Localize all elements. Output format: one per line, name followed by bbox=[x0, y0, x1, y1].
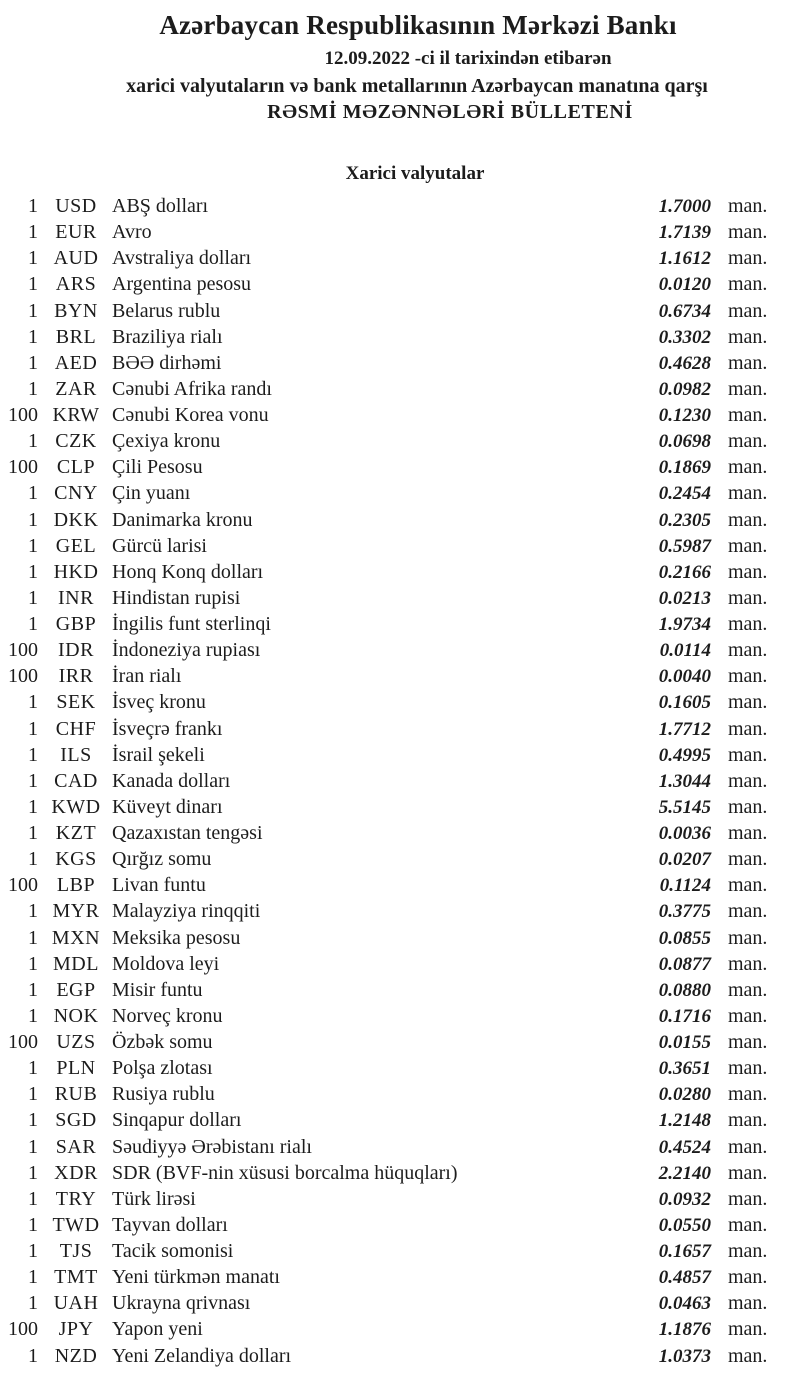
row-currency-code: EGP bbox=[56, 978, 96, 1001]
row-unit-label: man. bbox=[728, 665, 768, 688]
row-currency-code: CHF bbox=[55, 717, 97, 740]
row-quantity: 1 bbox=[28, 769, 38, 792]
row-unit-label: man. bbox=[728, 717, 768, 740]
row-currency-name: Avstraliya dolları bbox=[112, 247, 252, 270]
row-quantity: 1 bbox=[28, 560, 38, 583]
row-quantity: 1 bbox=[28, 377, 38, 400]
row-unit-label: man. bbox=[728, 1187, 768, 1210]
row-quantity: 1 bbox=[28, 613, 38, 635]
table-row bbox=[0, 663, 800, 689]
row-currency-code: SAR bbox=[55, 1135, 97, 1158]
row-unit-label: man. bbox=[728, 743, 768, 766]
row-currency-name: Sinqapur dolları bbox=[112, 1109, 242, 1132]
page-title: Azərbaycan Respublikasının Mərkəzi Bankı bbox=[159, 10, 677, 40]
row-unit-label: man. bbox=[728, 874, 768, 897]
row-unit-label: man. bbox=[728, 534, 768, 557]
row-currency-name: BƏƏ dirhəmi bbox=[112, 351, 222, 374]
row-currency-code: UAH bbox=[53, 1292, 99, 1315]
row-rate-value: 1.3044 bbox=[658, 770, 711, 792]
row-currency-code: CLP bbox=[56, 456, 96, 479]
row-currency-code: ARS bbox=[55, 273, 97, 296]
row-currency-name: Hindistan rupisi bbox=[112, 586, 241, 609]
row-currency-code: TJS bbox=[59, 1240, 93, 1262]
row-currency-code: MXN bbox=[51, 926, 101, 949]
row-unit-label: man. bbox=[728, 351, 768, 374]
row-currency-code: BRL bbox=[55, 325, 97, 348]
row-currency-code: CNY bbox=[54, 482, 98, 505]
row-currency-code: IDR bbox=[58, 639, 94, 662]
row-rate-value: 0.0280 bbox=[658, 1084, 711, 1106]
row-currency-name: Tayvan dolları bbox=[112, 1213, 228, 1236]
table-row bbox=[0, 1264, 800, 1290]
row-quantity: 1 bbox=[28, 926, 38, 949]
row-currency-name: Qırğız somu bbox=[112, 848, 212, 871]
row-unit-label: man. bbox=[728, 377, 768, 400]
row-unit-label: man. bbox=[728, 848, 768, 871]
row-currency-name: Türk lirəsi bbox=[112, 1187, 196, 1210]
row-currency-name: Meksika pesosu bbox=[112, 926, 241, 949]
row-quantity: 1 bbox=[28, 795, 38, 818]
row-quantity: 1 bbox=[28, 1161, 38, 1184]
table-row bbox=[0, 219, 800, 245]
row-rate-value: 0.4628 bbox=[658, 352, 711, 374]
row-quantity: 1 bbox=[28, 1004, 38, 1027]
row-quantity: 1 bbox=[28, 430, 38, 453]
table-row bbox=[0, 1134, 800, 1160]
table-row bbox=[0, 1081, 800, 1107]
row-unit-label: man. bbox=[728, 1004, 768, 1027]
row-unit-label: man. bbox=[728, 1266, 768, 1289]
table-row bbox=[0, 768, 800, 794]
table-row bbox=[0, 1003, 800, 1029]
row-quantity: 1 bbox=[28, 586, 38, 609]
row-quantity: 1 bbox=[28, 691, 38, 714]
row-currency-code: GEL bbox=[55, 534, 97, 557]
row-currency-code: CZK bbox=[55, 430, 97, 453]
row-currency-name: Danimarka kronu bbox=[112, 508, 253, 531]
row-currency-code: MYR bbox=[52, 900, 100, 923]
row-unit-label: man. bbox=[728, 1083, 768, 1106]
table-row bbox=[0, 193, 800, 219]
row-rate-value: 0.1605 bbox=[658, 692, 711, 714]
row-rate-value: 1.2148 bbox=[658, 1110, 711, 1132]
row-currency-name: Cənubi Korea vonu bbox=[112, 404, 269, 426]
row-quantity: 1 bbox=[28, 848, 38, 871]
table-row bbox=[0, 716, 800, 742]
row-rate-value: 0.0880 bbox=[658, 979, 711, 1001]
row-unit-label: man. bbox=[728, 1318, 768, 1341]
row-currency-code: CAD bbox=[54, 769, 98, 792]
row-rate-value: 0.3302 bbox=[658, 326, 711, 348]
row-rate-value: 1.7000 bbox=[658, 196, 711, 217]
row-rate-value: 0.0040 bbox=[658, 666, 711, 688]
row-rate-value: 0.1124 bbox=[659, 875, 711, 897]
row-currency-name: Çexiya kronu bbox=[112, 430, 221, 453]
row-quantity: 100 bbox=[8, 639, 38, 662]
table-row bbox=[0, 1290, 800, 1316]
row-rate-value: 0.0855 bbox=[658, 927, 711, 949]
row-quantity: 100 bbox=[8, 665, 38, 688]
row-quantity: 1 bbox=[28, 482, 38, 505]
table-row bbox=[0, 1238, 800, 1264]
row-currency-name: Səudiyyə Ərəbistanı rialı bbox=[112, 1135, 312, 1158]
row-rate-value: 0.4857 bbox=[658, 1267, 711, 1289]
table-row bbox=[0, 533, 800, 559]
row-quantity: 1 bbox=[28, 822, 38, 844]
row-currency-name: Braziliya rialı bbox=[112, 325, 223, 348]
row-currency-code: HKD bbox=[53, 560, 99, 583]
table-row bbox=[0, 794, 800, 820]
row-currency-code: SGD bbox=[55, 1109, 97, 1132]
row-unit-label: man. bbox=[728, 221, 768, 244]
table-row bbox=[0, 324, 800, 350]
row-rate-value: 0.6734 bbox=[658, 300, 711, 322]
row-currency-name: Avro bbox=[112, 221, 152, 244]
row-currency-name: Norveç kronu bbox=[112, 1004, 223, 1027]
table-row bbox=[0, 689, 800, 715]
row-unit-label: man. bbox=[728, 926, 768, 949]
row-currency-name: Yapon yeni bbox=[112, 1318, 203, 1341]
table-row bbox=[0, 925, 800, 951]
row-quantity: 1 bbox=[28, 247, 38, 270]
row-currency-code: NOK bbox=[53, 1004, 99, 1027]
table-row bbox=[0, 1343, 800, 1369]
row-currency-name: İngilis funt sterlinqi bbox=[112, 613, 271, 635]
table-row bbox=[0, 611, 800, 637]
table-row bbox=[0, 1186, 800, 1212]
row-currency-name: Tacik somonisi bbox=[112, 1240, 234, 1262]
row-unit-label: man. bbox=[728, 978, 768, 1001]
row-rate-value: 0.0120 bbox=[658, 274, 711, 296]
row-rate-value: 0.4995 bbox=[658, 744, 711, 766]
row-currency-code: KZT bbox=[55, 822, 97, 844]
row-quantity: 100 bbox=[8, 456, 38, 479]
row-rate-value: 1.7139 bbox=[658, 222, 711, 244]
table-row bbox=[0, 376, 800, 402]
row-quantity: 1 bbox=[28, 1187, 38, 1210]
row-quantity: 1 bbox=[28, 325, 38, 348]
row-unit-label: man. bbox=[728, 1031, 768, 1053]
row-rate-value: 1.7712 bbox=[658, 718, 711, 740]
row-rate-value: 0.0932 bbox=[658, 1188, 711, 1210]
row-rate-value: 0.0207 bbox=[658, 849, 711, 871]
row-rate-value: 0.2166 bbox=[658, 561, 711, 583]
row-currency-code: UZS bbox=[56, 1031, 96, 1053]
table-row bbox=[0, 245, 800, 271]
row-rate-value: 0.0036 bbox=[658, 823, 711, 844]
row-quantity: 100 bbox=[8, 1318, 38, 1341]
row-unit-label: man. bbox=[728, 273, 768, 296]
row-unit-label: man. bbox=[728, 900, 768, 923]
row-unit-label: man. bbox=[728, 586, 768, 609]
row-currency-code: XDR bbox=[54, 1161, 98, 1184]
row-unit-label: man. bbox=[728, 952, 768, 975]
row-currency-name: SDR (BVF-nin xüsusi borcalma hüquqları) bbox=[112, 1161, 458, 1184]
row-quantity: 1 bbox=[28, 743, 38, 766]
row-currency-code: TRY bbox=[55, 1187, 97, 1210]
row-quantity: 1 bbox=[28, 273, 38, 296]
row-unit-label: man. bbox=[728, 1344, 768, 1367]
row-currency-name: İran rialı bbox=[112, 665, 182, 688]
row-rate-value: 0.2454 bbox=[658, 483, 711, 505]
row-unit-label: man. bbox=[728, 639, 768, 662]
row-unit-label: man. bbox=[728, 325, 768, 348]
row-rate-value: 0.0550 bbox=[658, 1214, 711, 1236]
row-quantity: 1 bbox=[28, 195, 38, 217]
table-row bbox=[0, 637, 800, 663]
document-subtitle: xarici valyutaların və bank metallarının Azərbaycan manatına qarşı bbox=[126, 75, 708, 97]
row-currency-name: Rusiya rublu bbox=[112, 1083, 215, 1106]
row-quantity: 1 bbox=[28, 900, 38, 923]
row-currency-code: JPY bbox=[58, 1318, 94, 1341]
section-title-foreign-currencies: Xarici valyutalar bbox=[345, 163, 485, 184]
table-row bbox=[0, 402, 800, 428]
exchange-rates-table bbox=[0, 193, 800, 1369]
row-currency-code: KWD bbox=[51, 795, 101, 818]
row-quantity: 1 bbox=[28, 221, 38, 244]
row-rate-value: 0.1657 bbox=[658, 1241, 711, 1262]
row-unit-label: man. bbox=[728, 1161, 768, 1184]
row-unit-label: man. bbox=[728, 795, 768, 818]
row-quantity: 1 bbox=[28, 351, 38, 374]
row-currency-code: BYN bbox=[54, 299, 98, 322]
row-quantity: 1 bbox=[28, 1240, 38, 1262]
row-currency-code: NZD bbox=[54, 1344, 98, 1367]
row-rate-value: 0.0213 bbox=[658, 587, 711, 609]
table-row bbox=[0, 507, 800, 533]
table-row bbox=[0, 480, 800, 506]
row-currency-name: Gürcü larisi bbox=[112, 534, 207, 557]
row-currency-name: Ukrayna qrivnası bbox=[112, 1292, 251, 1315]
row-currency-code: TMT bbox=[54, 1266, 98, 1289]
row-unit-label: man. bbox=[728, 1240, 768, 1262]
table-row bbox=[0, 898, 800, 924]
document-header bbox=[0, 0, 800, 124]
row-quantity: 1 bbox=[28, 1344, 38, 1367]
row-rate-value: 1.1876 bbox=[658, 1319, 711, 1341]
table-row bbox=[0, 846, 800, 872]
row-currency-name: Moldova leyi bbox=[112, 952, 220, 975]
row-quantity: 1 bbox=[28, 1057, 38, 1080]
row-currency-name: Özbək somu bbox=[112, 1031, 213, 1053]
row-rate-value: 0.5987 bbox=[658, 535, 711, 557]
row-currency-name: Kanada dolları bbox=[112, 769, 231, 792]
row-currency-name: ABŞ dolları bbox=[112, 195, 209, 217]
row-currency-name: İsrail şekeli bbox=[112, 743, 205, 766]
row-currency-code: AED bbox=[54, 351, 98, 374]
row-currency-code: KGS bbox=[55, 848, 97, 871]
row-rate-value: 0.0877 bbox=[658, 953, 711, 975]
row-rate-value: 0.1716 bbox=[658, 1005, 711, 1027]
table-row bbox=[0, 1029, 800, 1055]
table-row bbox=[0, 820, 800, 846]
row-currency-name: Qazaxıstan tengəsi bbox=[112, 822, 263, 844]
row-quantity: 1 bbox=[28, 508, 38, 531]
row-currency-name: Yeni türkmən manatı bbox=[112, 1266, 280, 1289]
row-rate-value: 1.1612 bbox=[658, 248, 711, 270]
row-currency-code: INR bbox=[58, 586, 94, 609]
row-currency-name: İsveçrə frankı bbox=[112, 717, 223, 740]
table-row bbox=[0, 1055, 800, 1081]
row-rate-value: 0.0114 bbox=[659, 640, 711, 662]
row-quantity: 1 bbox=[28, 978, 38, 1001]
table-row bbox=[0, 1316, 800, 1342]
table-row bbox=[0, 1107, 800, 1133]
row-currency-name: Argentina pesosu bbox=[112, 273, 252, 296]
row-quantity: 1 bbox=[28, 1213, 38, 1236]
row-currency-code: ILS bbox=[60, 743, 92, 766]
table-row bbox=[0, 977, 800, 1003]
row-unit-label: man. bbox=[728, 1135, 768, 1158]
effective-date: 12.09.2022 -ci il tarixindən etibarən bbox=[324, 48, 612, 69]
table-row bbox=[0, 298, 800, 324]
row-unit-label: man. bbox=[728, 430, 768, 453]
row-rate-value: 0.0982 bbox=[658, 378, 711, 400]
table-row bbox=[0, 454, 800, 480]
row-currency-name: İndoneziya rupiası bbox=[112, 639, 261, 662]
table-row bbox=[0, 951, 800, 977]
row-unit-label: man. bbox=[728, 195, 768, 217]
row-currency-name: Belarus rublu bbox=[112, 299, 221, 322]
row-rate-value: 2.2140 bbox=[658, 1162, 711, 1184]
row-currency-code: SEK bbox=[56, 691, 96, 714]
row-rate-value: 0.3651 bbox=[658, 1058, 711, 1080]
table-row bbox=[0, 559, 800, 585]
row-unit-label: man. bbox=[728, 456, 768, 479]
row-currency-name: Çili Pesosu bbox=[112, 456, 203, 479]
row-quantity: 100 bbox=[8, 874, 38, 897]
table-row bbox=[0, 585, 800, 611]
row-currency-code: PLN bbox=[56, 1057, 96, 1080]
row-rate-value: 0.2305 bbox=[658, 509, 711, 531]
row-rate-value: 1.0373 bbox=[658, 1345, 711, 1367]
row-unit-label: man. bbox=[728, 1057, 768, 1080]
row-quantity: 100 bbox=[8, 404, 38, 426]
row-quantity: 100 bbox=[8, 1031, 38, 1053]
table-row bbox=[0, 872, 800, 898]
table-row bbox=[0, 742, 800, 768]
row-currency-name: Honq Konq dolları bbox=[112, 560, 264, 583]
row-quantity: 1 bbox=[28, 1292, 38, 1315]
row-currency-code: RUB bbox=[54, 1083, 98, 1106]
row-currency-code: KRW bbox=[52, 404, 100, 426]
row-rate-value: 1.9734 bbox=[658, 614, 711, 635]
row-currency-code: GBP bbox=[55, 613, 97, 635]
row-quantity: 1 bbox=[28, 1083, 38, 1106]
row-rate-value: 0.3775 bbox=[658, 901, 711, 923]
row-currency-name: Çin yuanı bbox=[112, 482, 191, 505]
table-row bbox=[0, 271, 800, 297]
row-rate-value: 0.4524 bbox=[658, 1136, 711, 1158]
row-currency-name: Livan funtu bbox=[112, 874, 206, 897]
row-rate-value: 0.0463 bbox=[658, 1293, 711, 1315]
row-rate-value: 0.0155 bbox=[658, 1032, 711, 1053]
row-currency-code: IRR bbox=[58, 665, 94, 688]
row-unit-label: man. bbox=[728, 482, 768, 505]
row-unit-label: man. bbox=[728, 613, 768, 635]
row-rate-value: 0.0698 bbox=[658, 431, 711, 453]
row-unit-label: man. bbox=[728, 1109, 768, 1132]
row-rate-value: 5.5145 bbox=[658, 796, 711, 818]
row-currency-code: AUD bbox=[53, 247, 99, 270]
row-unit-label: man. bbox=[728, 691, 768, 714]
row-currency-code: USD bbox=[55, 195, 97, 217]
row-quantity: 1 bbox=[28, 1135, 38, 1158]
row-quantity: 1 bbox=[28, 1109, 38, 1132]
row-unit-label: man. bbox=[728, 508, 768, 531]
row-rate-value: 0.1869 bbox=[658, 457, 711, 479]
row-currency-name: Misir funtu bbox=[112, 978, 203, 1001]
row-unit-label: man. bbox=[728, 299, 768, 322]
table-row bbox=[0, 1160, 800, 1186]
row-unit-label: man. bbox=[728, 247, 768, 270]
row-currency-code: LBP bbox=[56, 874, 96, 897]
row-currency-name: Cənubi Afrika randı bbox=[112, 377, 272, 400]
table-row bbox=[0, 1212, 800, 1238]
row-currency-name: Yeni Zelandiya dolları bbox=[112, 1344, 292, 1367]
row-currency-name: Malayziya rinqqiti bbox=[112, 900, 261, 923]
row-currency-code: DKK bbox=[53, 508, 99, 531]
row-unit-label: man. bbox=[728, 822, 768, 844]
row-currency-code: TWD bbox=[52, 1213, 100, 1236]
row-quantity: 1 bbox=[28, 1266, 38, 1289]
row-rate-value: 0.1230 bbox=[658, 405, 711, 426]
row-unit-label: man. bbox=[728, 404, 768, 426]
table-row bbox=[0, 428, 800, 454]
row-currency-code: MDL bbox=[53, 952, 99, 975]
row-quantity: 1 bbox=[28, 952, 38, 975]
row-unit-label: man. bbox=[728, 560, 768, 583]
row-unit-label: man. bbox=[728, 1292, 768, 1315]
bulletin-title: RƏSMİ MƏZƏNNƏLƏRİ BÜLLETENİ bbox=[267, 101, 633, 123]
row-currency-name: İsveç kronu bbox=[112, 691, 206, 714]
row-quantity: 1 bbox=[28, 717, 38, 740]
row-currency-name: Polşa zlotası bbox=[112, 1057, 213, 1080]
row-quantity: 1 bbox=[28, 299, 38, 322]
row-unit-label: man. bbox=[728, 1213, 768, 1236]
table-row bbox=[0, 350, 800, 376]
row-currency-code: ZAR bbox=[55, 377, 97, 400]
row-currency-code: EUR bbox=[55, 221, 97, 244]
row-quantity: 1 bbox=[28, 534, 38, 557]
row-unit-label: man. bbox=[728, 769, 768, 792]
row-currency-name: Küveyt dinarı bbox=[112, 795, 223, 818]
